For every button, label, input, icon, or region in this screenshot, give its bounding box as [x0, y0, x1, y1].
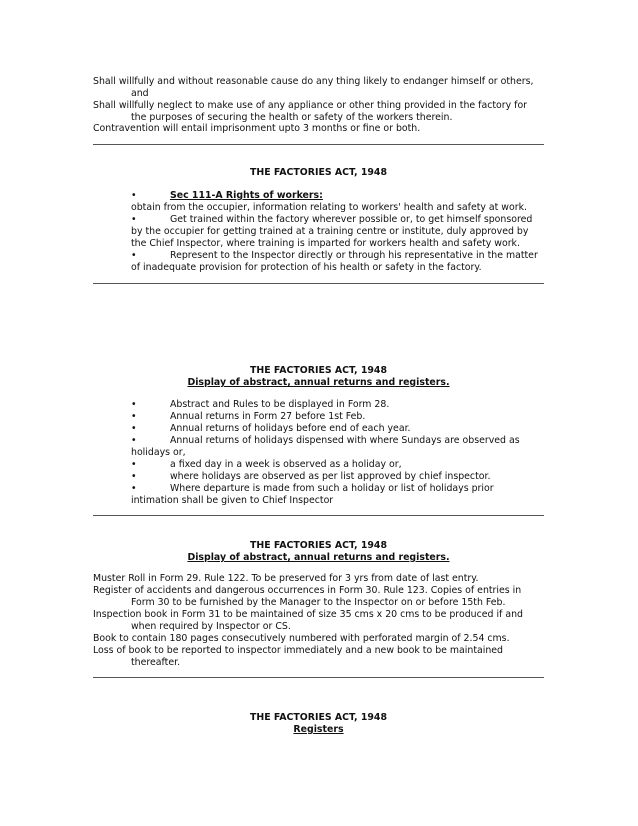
- text-line: obtain from the occupier, information relating to workers' health and safety at work.: [131, 202, 527, 213]
- text-line: and: [131, 88, 149, 99]
- text-line: Shall willfully and without reasonable cause do any thing likely to endanger himself or others,: [93, 76, 534, 87]
- section-title: THE FACTORIES ACT, 1948: [250, 167, 387, 178]
- text-line: Inspection book in Form 31 to be maintained of size 35 cms x 20 cms to be produced if and: [93, 609, 523, 620]
- bullet-icon: •: [131, 411, 137, 422]
- text-line: of inadequate provision for protection of his health or safety in the factory.: [131, 262, 482, 273]
- text-line: Represent to the Inspector directly or through his representative in the matter: [170, 250, 538, 261]
- text-line: Contravention will entail imprisonment upto 3 months or fine or both.: [93, 123, 421, 134]
- section-title: THE FACTORIES ACT, 1948: [250, 540, 387, 551]
- text-line: Muster Roll in Form 29. Rule 122. To be preserved for 3 yrs from date of last entry.: [93, 573, 479, 584]
- text-line: when required by Inspector or CS.: [131, 621, 291, 632]
- bullet-icon: •: [131, 250, 137, 261]
- bullet-icon: •: [131, 459, 137, 470]
- text-line: the Chief Inspector, where training is imparted for workers health and safety work.: [131, 238, 520, 249]
- text-line: Form 30 to be furnished by the Manager to the Inspector on or before 15th Feb.: [131, 597, 506, 608]
- text-line: Book to contain 180 pages consecutively numbered with perforated margin of 2.54 cms.: [93, 633, 510, 644]
- text-line: Where departure is made from such a holiday or list of holidays prior: [170, 483, 494, 494]
- text-line: Annual returns in Form 27 before 1st Feb.: [170, 411, 366, 422]
- text-line: Loss of book to be reported to inspector immediately and a new book to be maintained: [93, 645, 503, 656]
- text-line: holidays or,: [131, 447, 186, 458]
- bullet-icon: •: [131, 483, 137, 494]
- section-subtitle: Display of abstract, annual returns and registers.: [187, 552, 450, 563]
- section-heading: Sec 111-A Rights of workers:: [170, 190, 323, 201]
- bullet-icon: •: [131, 423, 137, 434]
- text-line: by the occupier for getting trained at a training centre or institute, duly approved by: [131, 226, 529, 237]
- bullet-icon: •: [131, 435, 137, 446]
- section-subtitle: Registers: [293, 724, 344, 735]
- divider: [93, 515, 544, 516]
- bullet-icon: •: [131, 399, 137, 410]
- bullet-icon: •: [131, 190, 137, 201]
- divider: [93, 283, 544, 284]
- bullet-icon: •: [131, 471, 137, 482]
- divider: [93, 677, 544, 678]
- text-line: intimation shall be given to Chief Inspector: [131, 495, 334, 506]
- text-line: Shall willfully neglect to make use of any appliance or other thing provided in the factory for: [93, 100, 528, 111]
- text-line: a fixed day in a week is observed as a holiday or,: [170, 459, 402, 470]
- text-line: Get trained within the factory wherever possible or, to get himself sponsored: [170, 214, 533, 225]
- bullet-icon: •: [131, 214, 137, 225]
- text-line: the purposes of securing the health or safety of the workers therein.: [131, 112, 453, 123]
- text-line: Register of accidents and dangerous occurrences in Form 30. Rule 123. Copies of entries in: [93, 585, 522, 596]
- text-line: Annual returns of holidays before end of each year.: [170, 423, 411, 434]
- text-line: thereafter.: [131, 657, 181, 668]
- text-line: Annual returns of holidays dispensed with where Sundays are observed as: [170, 435, 520, 446]
- text-line: Abstract and Rules to be displayed in Form 28.: [170, 399, 390, 410]
- section-title: THE FACTORIES ACT, 1948: [250, 712, 387, 723]
- section-title: THE FACTORIES ACT, 1948: [250, 365, 387, 376]
- section-subtitle: Display of abstract, annual returns and registers.: [187, 377, 450, 388]
- divider: [93, 144, 544, 145]
- text-line: where holidays are observed as per list approved by chief inspector.: [170, 471, 491, 482]
